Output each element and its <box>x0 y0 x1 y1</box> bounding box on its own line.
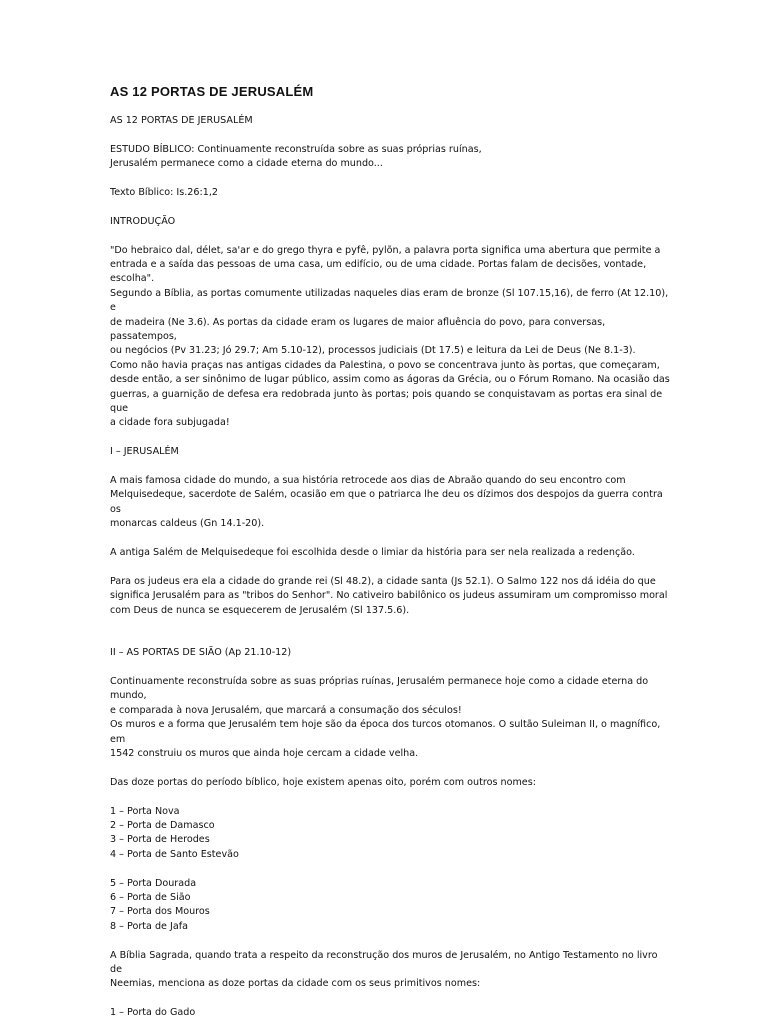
jerusalem-paragraph-1: A mais famosa cidade do mundo, a sua história retrocede aos dias de Abraão quando do seu encontro com Melquisedeque, sacerdote de Salém, ocasião em que o patriarca lhe deu os dízimos dos despojos da guerra contra os monarcas caldeus (Gn 14.1-20). <box>110 475 663 530</box>
section-heading-jerusalem: I – JERUSALÉM <box>110 446 179 458</box>
subtitle: AS 12 PORTAS DE JERUSALÉM <box>110 115 253 126</box>
neemias-paragraph: A Bíblia Sagrada, quando trata a respeito da reconstrução dos muros de Jerusalém, no Antigo Testamento no livro de Neemias, menciona as doze portas da cidade com os seus primitivos nomes: <box>110 949 658 990</box>
gates-list-1: 1 – Porta Nova 2 – Porta de Damasco 3 – Porta de Herodes 4 – Porta de Santo Estevão <box>110 805 239 860</box>
document-body <box>110 114 670 1035</box>
introduction-paragraph: "Do hebraico dal, délet, sa'ar e do grego thyra e pyfê, pylõn, a palavra porta significa uma abertura que permite a entrada e a saída das pessoas de uma casa, um edifício, ou de uma cidade. Portas falam de decisões, vontade, escolha". Segundo a Bíblia, as portas comumente utilizadas naqueles dias eram de bronze (Sl 107.15,16), de ferro (At 12.10), e de madeira (Ne 3.6). As portas da cidade eram os lugares de maior afluência do povo, para conversas, passatempos, ou negócios (Pv 31.23; Jó 29.7; Am 5.10-12), processos judiciais (Dt 17.5) e leitura da Lei de Deus (Ne 8.1-3). Como não havia praças nas antigas cidades da Palestina, o povo se concentrava junto às portas, que começaram, desde então, a ser sinônimo de lugar público, assim como as ágoras da Grécia, ou o Fórum Romano. Na ocasião das guerras, a guarnição de defesa era redobrada junto às portas; pois quando se conquistavam as portas era sinal de que a cidade fora subjugada! <box>110 244 670 429</box>
study-intro: ESTUDO BÍBLICO: Continuamente reconstruída sobre as suas próprias ruínas, Jerusalém permanece como a cidade eterna do mundo... <box>110 143 482 170</box>
primitive-gates-list: 1 – Porta do Gado <box>110 1007 196 1019</box>
section-heading-introduction: INTRODUÇÃO <box>110 215 176 227</box>
jerusalem-paragraph-2: A antiga Salém de Melquisedeque foi escolhida desde o limiar da história para ser nela realizada a redenção. <box>110 547 635 559</box>
document-title: AS 12 PORTAS DE JERUSALÉM <box>110 84 314 99</box>
bible-text: Texto Bíblico: Is.26:1,2 <box>110 187 218 198</box>
portas-paragraph-2: Das doze portas do período bíblico, hoje existem apenas oito, porém com outros nomes: <box>110 776 536 788</box>
gates-list-2: 5 – Porta Dourada 6 – Porta de Sião 7 – Porta dos Mouros 8 – Porta de Jafa <box>110 877 210 932</box>
portas-paragraph-1: Continuamente reconstruída sobre as suas próprias ruínas, Jerusalém permanece hoje como a cidade eterna do mundo, e comparada à nova Jerusalém, que marcará a consumação dos séculos! Os muros e a forma que Jerusalém tem hoje são da época dos turcos otomanos. O sultão Suleiman II, o magnífico, em 1542 construiu os muros que ainda hoje cercam a cidade velha. <box>110 675 661 759</box>
jerusalem-paragraph-3: Para os judeus era ela a cidade do grande rei (Sl 48.2), a cidade santa (Js 52.1). O Salmo 122 nos dá idéia do que significa Jerusalém para as "tribos do Senhor". No cativeiro babilônico os judeus assumiram um compromisso moral com Deus de nunca se esquecerem de Jerusalém (Sl 137.5.6). <box>110 575 668 616</box>
section-heading-portas-de-siao: II – AS PORTAS DE SIÃO (Ap 21.10-12) <box>110 647 292 659</box>
